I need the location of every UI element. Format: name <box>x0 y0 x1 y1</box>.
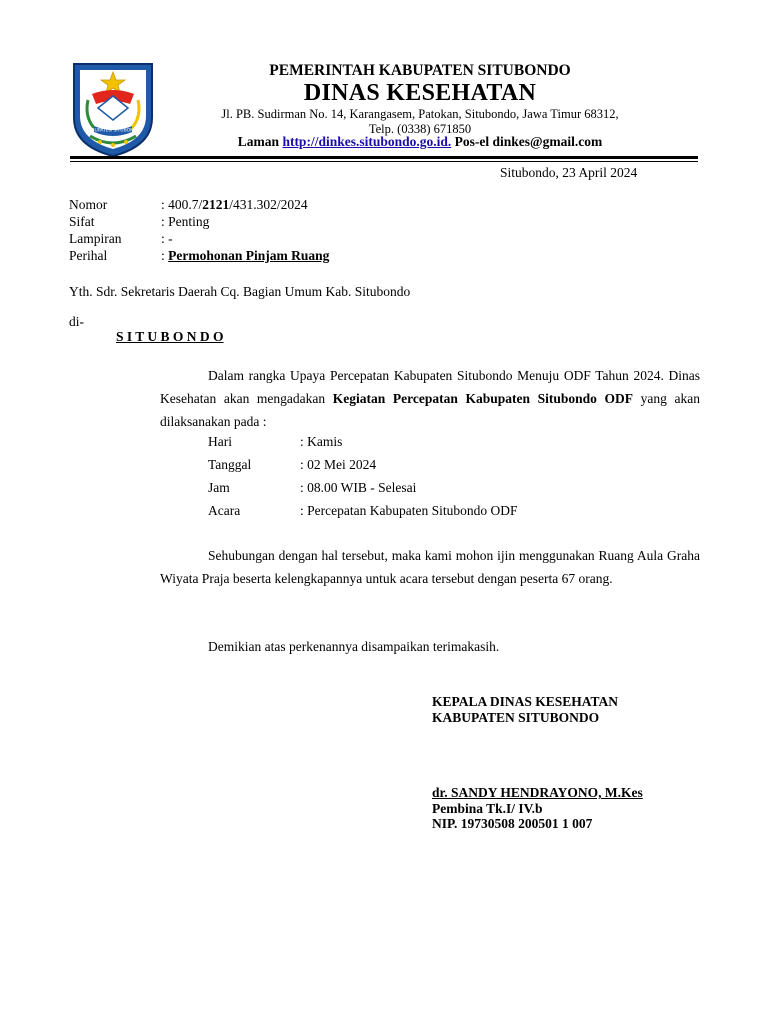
recipient-city: S I T U B O N D O <box>116 329 224 344</box>
meta-value-subject: Permohonan Pinjam Ruang <box>168 248 330 263</box>
body-paragraph-2: Sehubungan dengan hal tersebut, maka kami mohon ijin menggunakan Ruang Aula Graha Wiyata Praja beserta kelengkapannya untuk acara tersebut dengan peserta 67 orang. <box>160 548 700 586</box>
letterhead-divider <box>70 156 698 159</box>
svg-text:KABUPATEN SITUBONDO: KABUPATEN SITUBONDO <box>85 128 141 134</box>
recipient-di: di- <box>69 314 84 329</box>
website-link[interactable]: http://dinkes.situbondo.go.id. <box>282 134 452 149</box>
letterhead-government: PEMERINTAH KABUPATEN SITUBONDO <box>269 62 571 79</box>
detail-row <box>208 457 376 473</box>
detail-label: Jam <box>208 480 230 495</box>
meta-label: Lampiran <box>69 231 122 246</box>
detail-row <box>208 503 517 519</box>
meta-value: : Penting <box>161 214 210 229</box>
signatory-nip: NIP. 19730508 200501 1 007 <box>432 816 593 831</box>
meta-label: Nomor <box>69 197 108 212</box>
detail-label: Tanggal <box>208 457 252 472</box>
meta-lampiran <box>69 231 173 247</box>
paragraph-text: Dalam rangka Upaya Percepatan Kabupaten Situbondo Menuju ODF Tahun 2024. Dinas Kesehatan akan mengadakan <box>160 368 700 406</box>
meta-label: Perihal <box>69 248 108 263</box>
web-label: Laman <box>237 134 280 149</box>
meta-label: Sifat <box>69 214 95 229</box>
meta-value: : 400.7/ <box>161 197 203 212</box>
meta-perihal <box>69 248 329 264</box>
meta-colon: : <box>161 248 169 263</box>
paragraph-text: yang akan dilaksanakan pada : <box>160 391 700 429</box>
letterhead-agency: DINAS KESEHATAN <box>303 80 537 106</box>
detail-row <box>208 480 416 496</box>
letterhead-divider-thin <box>70 161 698 162</box>
detail-value: : Kamis <box>300 434 343 449</box>
detail-label: Acara <box>208 503 241 518</box>
meta-value: /431.302/2024 <box>229 197 308 212</box>
letterhead-contact <box>170 134 670 150</box>
signatory-name: dr. SANDY HENDRAYONO, M.Kes <box>432 785 643 800</box>
detail-value: : 08.00 WIB - Selesai <box>300 480 417 495</box>
signature-title-line: KABUPATEN SITUBONDO <box>432 709 600 725</box>
body-paragraph-1 <box>160 364 700 433</box>
address-line: Jl. PB. Sudirman No. 14, Karangasem, Patokan, Situbondo, Jawa Timur 68312, <box>221 107 619 121</box>
detail-value: : Percepatan Kabupaten Situbondo ODF <box>300 503 518 518</box>
kabupaten-situbondo-emblem-icon <box>70 60 156 158</box>
signatory-rank: Pembina Tk.I/ IV.b <box>432 800 543 816</box>
detail-row <box>208 434 342 450</box>
letterhead-address <box>170 107 670 136</box>
letter-date: Situbondo, 23 April 2024 <box>500 165 638 180</box>
detail-label: Hari <box>208 434 232 449</box>
signature-title-line: KEPALA DINAS KESEHATAN <box>432 694 619 709</box>
meta-sifat <box>69 214 209 230</box>
detail-value: : 02 Mei 2024 <box>300 457 377 472</box>
meta-value: : - <box>161 231 173 246</box>
signature-title <box>432 694 618 725</box>
event-name: Kegiatan Percepatan Kabupaten Situbondo ODF <box>332 391 634 406</box>
phone-line: Telp. (0338) 671850 <box>368 121 472 136</box>
signature-block <box>432 785 643 832</box>
email-text: Pos-el dinkes@gmail.com <box>454 134 603 149</box>
body-paragraph-3: Demikian atas perkenannya disampaikan terimakasih. <box>208 639 500 654</box>
meta-nomor <box>69 197 308 213</box>
recipient-line: Yth. Sdr. Sekretaris Daerah Cq. Bagian Umum Kab. Situbondo <box>69 284 411 299</box>
meta-value-bold: 2121 <box>202 197 230 212</box>
